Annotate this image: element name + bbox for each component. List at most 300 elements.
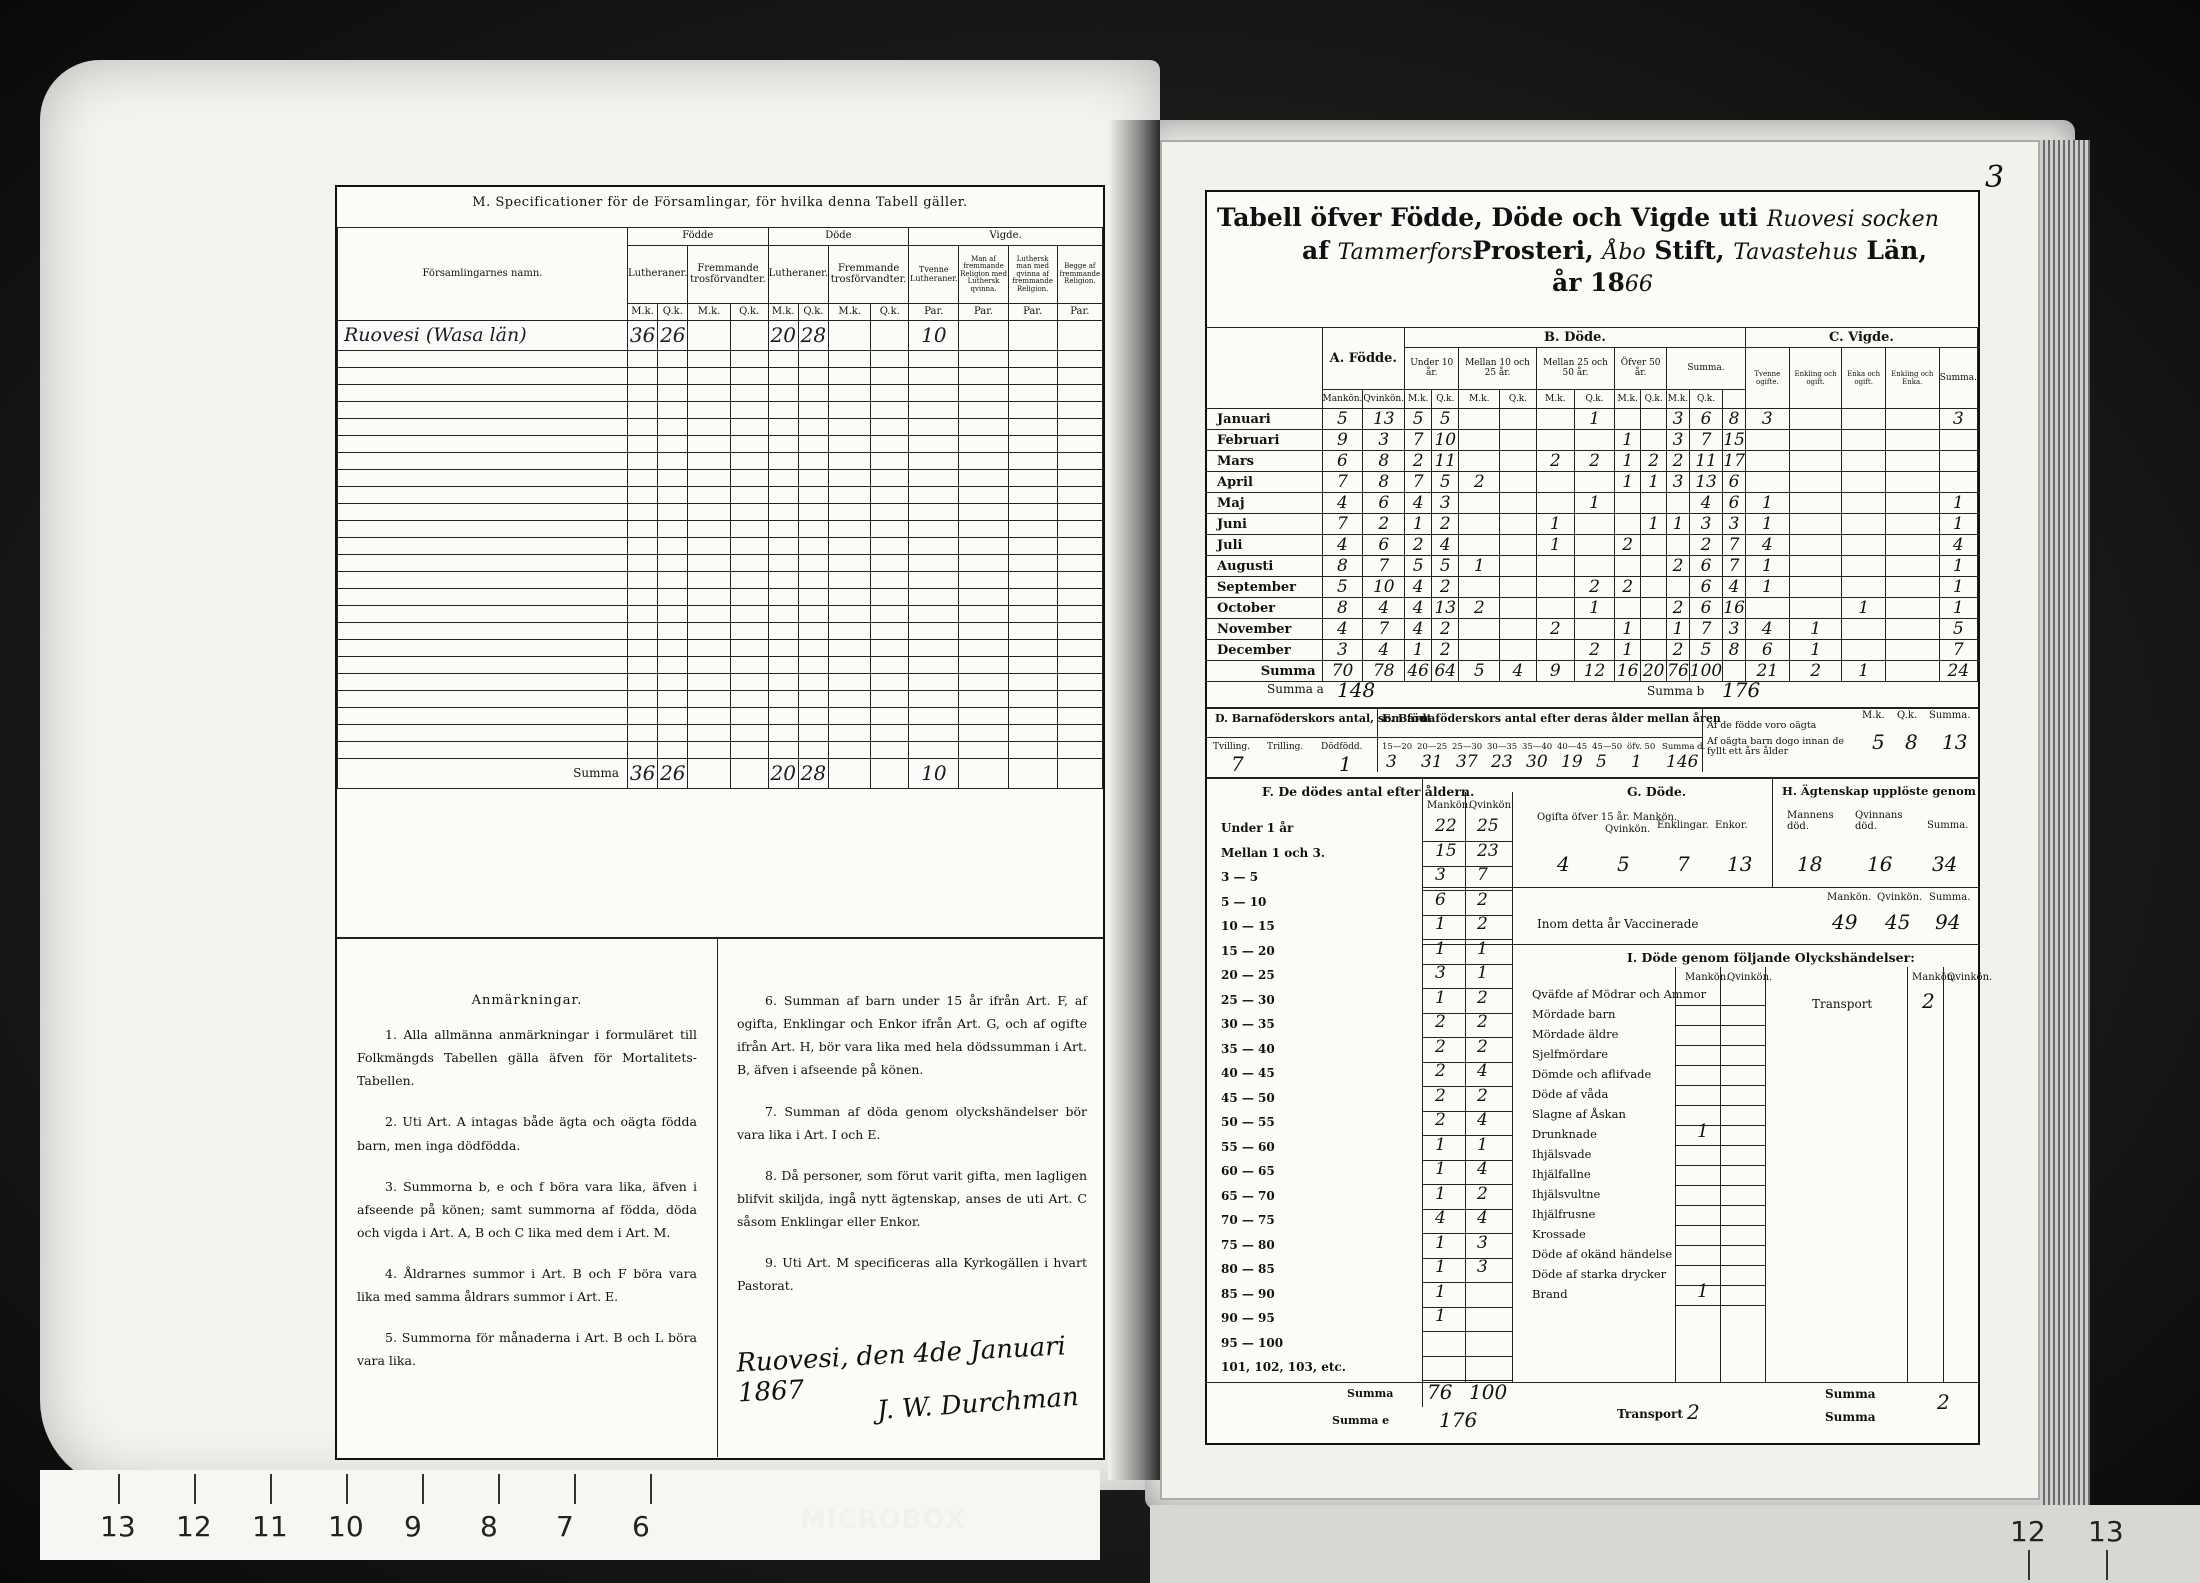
month-cell [1789, 430, 1842, 451]
col-over50: Öfver 50 år. [1615, 347, 1667, 389]
month-cell: 3 [1667, 430, 1690, 451]
month-cell [1500, 598, 1536, 619]
f-age-label: 65 — 70 [1221, 1188, 1275, 1203]
month-cell: 4 [1432, 535, 1459, 556]
empty-cell [338, 351, 628, 368]
oagta-summa: 13 [1942, 730, 1968, 754]
section-fgh-top [1207, 777, 1978, 779]
f-age-label: 85 — 90 [1221, 1286, 1275, 1301]
empty-cell [798, 657, 828, 674]
ruler-tick [2106, 1550, 2108, 1580]
month-cell [1939, 430, 1977, 451]
month-cell [1745, 430, 1789, 451]
empty-cell [688, 436, 730, 453]
f-mankon: 3 [1435, 865, 1446, 885]
empty-cell [730, 385, 768, 402]
empty-cell [338, 657, 628, 674]
empty-cell [628, 725, 658, 742]
ruler-tick [422, 1474, 424, 1504]
empty-cell [688, 657, 730, 674]
month-cell: 5 [1432, 472, 1459, 493]
empty-cell [829, 674, 871, 691]
ruler-number: 12 [2010, 1515, 2046, 1548]
empty-cell [1057, 453, 1102, 470]
month-cell: 7 [1363, 619, 1405, 640]
month-cell: 13 [1689, 472, 1722, 493]
e-col-value: 146 [1666, 752, 1699, 772]
month-label: Juli [1207, 535, 1322, 556]
month-label: Maj [1207, 493, 1322, 514]
empty-cell [959, 623, 1008, 640]
month-cell [1842, 556, 1885, 577]
col-par: Par. [909, 304, 959, 321]
col-enkling-ogift: Enkling och ogift. [1789, 347, 1842, 409]
title-af: af [1302, 235, 1329, 265]
month-label: Februari [1207, 430, 1322, 451]
empty-cell [959, 419, 1008, 436]
month-row [1207, 451, 1978, 472]
summa-cell: 1 [1842, 661, 1885, 682]
empty-cell [909, 385, 959, 402]
f-mankon: 15 [1435, 840, 1457, 861]
col-c-vigde: C. Vigde. [1745, 328, 1977, 348]
empty-cell [658, 725, 688, 742]
empty-cell [1057, 538, 1102, 555]
month-cell: 7 [1322, 472, 1363, 493]
f-mankon: 1 [1435, 1159, 1446, 1179]
empty-cell [871, 487, 909, 504]
section-h-title: H. Ägtenskap upplöste genom [1782, 784, 1976, 798]
empty-cell [730, 674, 768, 691]
h-qvinnans-dod: 16 [1867, 852, 1893, 876]
summa-cell [1885, 661, 1939, 682]
month-cell: 1 [1615, 472, 1641, 493]
f-age-label: Under 1 år [1221, 821, 1294, 835]
empty-cell [688, 691, 730, 708]
month-cell [1615, 556, 1641, 577]
month-cell: 2 [1689, 535, 1722, 556]
e-col-value: 30 [1526, 752, 1548, 772]
col-mk: M.k. [1459, 389, 1500, 409]
e-col-header: 25—30 [1452, 742, 1483, 752]
month-cell: 2 [1363, 514, 1405, 535]
empty-cell [959, 742, 1008, 759]
summa-cell: 70 [1322, 661, 1363, 682]
col-mk: M.k. [628, 304, 658, 321]
i-col-1 [1675, 967, 1676, 1382]
f-age-label: 10 — 15 [1221, 919, 1275, 933]
empty-cell [829, 385, 871, 402]
empty-cell [768, 691, 798, 708]
empty-cell [1057, 572, 1102, 589]
month-cell: 10 [1363, 577, 1405, 598]
vacc-qvinkon: 45 [1885, 910, 1911, 934]
empty-cell [768, 589, 798, 606]
empty-cell [829, 368, 871, 385]
empty-cell [768, 640, 798, 657]
col-mk: M.k. [1615, 389, 1641, 409]
summa-label: Summa [338, 759, 628, 789]
month-cell [1615, 409, 1641, 430]
month-cell [1939, 451, 1977, 472]
empty-cell [1057, 504, 1102, 521]
empty-cell [338, 436, 628, 453]
month-cell: 1 [1641, 472, 1667, 493]
note-1: 1. Alla allmänna anmärkningar i formuläret till Folkmängds Tabellen gälla äfven för Mortalitets-Tabellen. [357, 1027, 697, 1089]
month-cell [1842, 640, 1885, 661]
month-cell [1615, 598, 1641, 619]
ruler-number: 6 [632, 1510, 650, 1543]
empty-cell [909, 572, 959, 589]
month-cell: 6 [1363, 493, 1405, 514]
empty-cell [1057, 521, 1102, 538]
month-cell [1641, 535, 1667, 556]
col-dode-lutheraner: Lutheraner. [768, 246, 828, 304]
f-mankon: 1 [1435, 914, 1446, 934]
col-par: Par. [1057, 304, 1102, 321]
month-cell: 1 [1615, 451, 1641, 472]
i-item-label: Qväfde af Mödrar och Ammor [1532, 987, 1707, 1001]
empty-cell [768, 606, 798, 623]
i-item-label: Ihjälfrusne [1532, 1207, 1596, 1221]
empty-cell [1008, 504, 1057, 521]
i-item-label: Brand [1532, 1287, 1568, 1301]
empty-cell [871, 691, 909, 708]
transport-value: 2 [1687, 1400, 1700, 1424]
month-cell: 2 [1405, 535, 1432, 556]
summa-cell: 76 [1667, 661, 1689, 681]
empty-cell [829, 742, 871, 759]
empty-cell [871, 453, 909, 470]
empty-cell [798, 487, 828, 504]
month-cell: 17 [1723, 451, 1745, 471]
f-qvinkon: 4 [1477, 1110, 1488, 1130]
month-row [1207, 514, 1978, 535]
f-col-end [1512, 792, 1513, 1382]
empty-cell [959, 368, 1008, 385]
f-mankon: 2 [1435, 1061, 1446, 1081]
empty-cell [338, 402, 628, 419]
f-qvinkon: 2 [1477, 889, 1488, 910]
ruler-tick [270, 1474, 272, 1504]
month-cell: 3 [1745, 409, 1789, 430]
month-cell: 1 [1939, 556, 1977, 577]
month-cell [1885, 409, 1939, 430]
empty-cell [829, 521, 871, 538]
empty-cell [688, 538, 730, 555]
transport-label-top: Transport [1812, 997, 1873, 1011]
f-mankon: 2 [1435, 1012, 1446, 1032]
vacc-mankon: 49 [1832, 910, 1858, 934]
empty-cell [338, 538, 628, 555]
empty-cell [338, 555, 628, 572]
g-col-enkor: Enkor. [1715, 820, 1748, 831]
specification-title: M. Specificationer för de Församlingar, för hvilka denna Tabell gäller. [472, 195, 968, 210]
col-10-25: Mellan 10 och 25 år. [1459, 347, 1536, 389]
col-luthersk-man: Luthersk man med qvinna af fremmande Religion. [1008, 246, 1057, 304]
month-cell [1574, 535, 1614, 556]
i-item-label: Drunknade [1532, 1127, 1597, 1141]
vacc-summa: 94 [1935, 910, 1961, 934]
g-enklingar: 7 [1677, 852, 1690, 876]
empty-cell [909, 453, 959, 470]
i-col-5 [1943, 967, 1944, 1382]
col-qk: Q.k. [1641, 389, 1667, 409]
empty-row [338, 453, 1103, 470]
empty-row [338, 589, 1103, 606]
month-cell: 1 [1789, 619, 1842, 640]
month-cell: 7 [1363, 556, 1405, 577]
month-cell [1842, 472, 1885, 493]
empty-cell [871, 419, 909, 436]
i-item-label: Mördade äldre [1532, 1027, 1619, 1041]
month-cell: 8 [1322, 556, 1363, 577]
month-cell: 3 [1322, 640, 1363, 661]
col-fodde-fremmande: Fremmande trosförvandter. [688, 246, 768, 304]
month-cell [1641, 409, 1667, 430]
empty-cell [768, 504, 798, 521]
month-label: October [1207, 598, 1322, 619]
month-cell [1885, 577, 1939, 598]
col-fodde-lutheraner: Lutheraner. [628, 246, 688, 304]
f-qvinkon: 1 [1477, 963, 1488, 983]
empty-cell [871, 589, 909, 606]
empty-cell [798, 368, 828, 385]
col-mk: M.k. [1405, 389, 1432, 409]
month-cell [1885, 598, 1939, 619]
col-qk: Q.k. [798, 304, 828, 321]
empty-row [338, 504, 1103, 521]
f-mankon: 4 [1435, 1208, 1446, 1228]
empty-cell [688, 487, 730, 504]
empty-cell [959, 657, 1008, 674]
empty-cell [628, 368, 658, 385]
title-year: 66 [1624, 272, 1653, 298]
h-col-summa: Summa. [1927, 820, 1969, 831]
ruler-tick [346, 1474, 348, 1504]
empty-cell [768, 742, 798, 759]
month-cell: 4 [1405, 619, 1432, 640]
month-cell: 2 [1667, 451, 1690, 472]
empty-cell [1057, 436, 1102, 453]
empty-cell [798, 725, 828, 742]
empty-cell [658, 402, 688, 419]
month-cell [1536, 409, 1574, 430]
month-cell: 1 [1667, 514, 1690, 535]
empty-row [338, 436, 1103, 453]
note-6: 6. Summan af barn under 15 år ifrån Art. F, af ogifta, Enklingar och Enkor ifrån Art. G, och af ogifte ifrån Art. H, bör vara lika med hela dödssumman i Art. B, äfven i afseende på könen. [737, 993, 1087, 1078]
empty-cell [338, 623, 628, 640]
i-col-4 [1907, 967, 1908, 1382]
month-cell: 8 [1723, 640, 1746, 661]
empty-cell [959, 521, 1008, 538]
section-d-title: D. Barnaföderskors antal, som födt [1215, 712, 1432, 725]
month-cell [1500, 451, 1536, 472]
e-col-header: 30—35 [1487, 742, 1518, 752]
empty-row [338, 725, 1103, 742]
empty-cell [730, 742, 768, 759]
empty-cell [959, 470, 1008, 487]
month-cell: 1 [1789, 640, 1842, 661]
ruler-tick [118, 1474, 120, 1504]
month-cell: 4 [1405, 493, 1432, 514]
specification-table [337, 227, 1103, 789]
month-cell: 1 [1745, 577, 1789, 598]
month-cell: 2 [1459, 598, 1500, 619]
empty-cell [628, 402, 658, 419]
f-mankon: 2 [1435, 1036, 1446, 1057]
month-cell: 1 [1459, 556, 1500, 577]
empty-cell [338, 589, 628, 606]
dode-mk: 20 [768, 321, 798, 351]
empty-cell [959, 640, 1008, 657]
empty-cell [959, 351, 1008, 368]
month-cell [1500, 514, 1536, 535]
empty-cell [798, 555, 828, 572]
empty-row [338, 708, 1103, 725]
vacc-col-summa: Summa. [1929, 892, 1971, 903]
h-mannens-dod: 18 [1797, 852, 1823, 876]
month-cell [1885, 556, 1939, 577]
month-cell: 4 [1405, 598, 1432, 619]
empty-cell [909, 470, 959, 487]
month-cell: 1 [1939, 598, 1977, 619]
month-cell [1500, 493, 1536, 514]
month-cell: 5 [1322, 409, 1363, 430]
month-cell [1536, 493, 1574, 514]
empty-cell [730, 538, 768, 555]
empty-cell [338, 708, 628, 725]
parish-name: Ruovesi (Wasa län) [338, 321, 628, 351]
empty-cell [1008, 368, 1057, 385]
e-col-value: 31 [1421, 752, 1443, 772]
f-row-line [1422, 1356, 1512, 1357]
empty-cell [688, 742, 730, 759]
ruler-tick [498, 1474, 500, 1504]
empty-cell [338, 504, 628, 521]
empty-cell [768, 385, 798, 402]
month-cell: 15 [1723, 430, 1745, 450]
empty-cell [1008, 436, 1057, 453]
empty-cell [628, 436, 658, 453]
empty-cell [1057, 606, 1102, 623]
de-header-line [1207, 737, 1702, 738]
empty-cell [1057, 657, 1102, 674]
month-label: Juni [1207, 514, 1322, 535]
f-mankon: 2 [1435, 1110, 1446, 1130]
empty-cell [688, 572, 730, 589]
col-qk: Q.k. [1689, 389, 1722, 409]
empty-cell [730, 351, 768, 368]
month-row [1207, 472, 1978, 493]
empty-cell [1008, 453, 1057, 470]
vacc-col-mankon: Mankön. [1827, 892, 1872, 903]
month-cell: 5 [1405, 556, 1432, 577]
month-cell: 8 [1363, 472, 1405, 493]
i-item-label: Ihjälsvultne [1532, 1187, 1601, 1201]
empty-cell [959, 504, 1008, 521]
month-cell: 4 [1322, 493, 1363, 514]
empty-cell [798, 521, 828, 538]
i-item-label: Sjelfmördare [1532, 1047, 1609, 1061]
empty-cell [338, 674, 628, 691]
empty-cell [959, 708, 1008, 725]
month-cell: 9 [1322, 430, 1363, 451]
e-col-header: öfv. 50 [1627, 742, 1656, 752]
f-age-label: 25 — 30 [1221, 992, 1275, 1007]
month-cell [1459, 577, 1500, 598]
empty-cell [688, 674, 730, 691]
empty-rows [338, 351, 1103, 759]
empty-cell [730, 470, 768, 487]
oagta-mk-header: M.k. [1862, 710, 1885, 721]
i-col-mankon-2: Mankön. [1912, 972, 1957, 983]
f-summa-qvinkon: 100 [1469, 1380, 1508, 1404]
empty-cell [909, 419, 959, 436]
empty-cell [1057, 691, 1102, 708]
month-cell: 3 [1723, 514, 1746, 535]
month-cell: 7 [1689, 619, 1722, 640]
month-cell: 8 [1363, 451, 1405, 472]
month-cell: 1 [1667, 619, 1690, 640]
col-qk: Q.k. [1432, 389, 1459, 409]
month-cell: 3 [1723, 619, 1746, 640]
i-drunknade: 1 [1697, 1121, 1709, 1142]
empty-cell [628, 589, 658, 606]
empty-cell [829, 487, 871, 504]
month-cell: 3 [1667, 472, 1690, 493]
empty-cell [768, 368, 798, 385]
e-col-header: Summa d. [1662, 742, 1706, 752]
empty-cell [688, 402, 730, 419]
i-col-3 [1765, 967, 1766, 1382]
empty-cell [798, 572, 828, 589]
month-cell: 1 [1574, 493, 1614, 514]
f-mankon: 2 [1435, 1085, 1446, 1106]
summa-cell: 78 [1363, 661, 1405, 682]
empty-cell [688, 555, 730, 572]
month-cell: 2 [1405, 451, 1432, 472]
empty-cell [1008, 589, 1057, 606]
empty-cell [338, 385, 628, 402]
empty-cell [338, 470, 628, 487]
col-parish-name: Församlingarnes namn. [338, 228, 628, 321]
f-mankon: 6 [1435, 889, 1446, 910]
month-cell: 6 [1363, 535, 1405, 556]
f-mankon: 1 [1435, 938, 1446, 959]
f-age-label: 20 — 25 [1221, 968, 1275, 982]
empty-cell [909, 555, 959, 572]
month-cell: 1 [1536, 514, 1574, 535]
empty-cell [628, 640, 658, 657]
empty-cell [909, 691, 959, 708]
book-spine [1108, 120, 1160, 1480]
month-cell: 1 [1405, 640, 1432, 661]
f-summa-label: Summa [1347, 1387, 1394, 1400]
month-cell: 7 [1322, 514, 1363, 535]
i-col-qvinkon-2: Qvinkön. [1947, 972, 1993, 983]
empty-cell [798, 589, 828, 606]
empty-cell [1008, 419, 1057, 436]
empty-cell [1008, 708, 1057, 725]
month-cell: 7 [1689, 430, 1722, 451]
month-cell [1536, 577, 1574, 598]
notes-divider [717, 939, 718, 1457]
month-cell [1641, 598, 1667, 619]
col-par: Par. [1008, 304, 1057, 321]
empty-cell [628, 351, 658, 368]
empty-cell [909, 742, 959, 759]
